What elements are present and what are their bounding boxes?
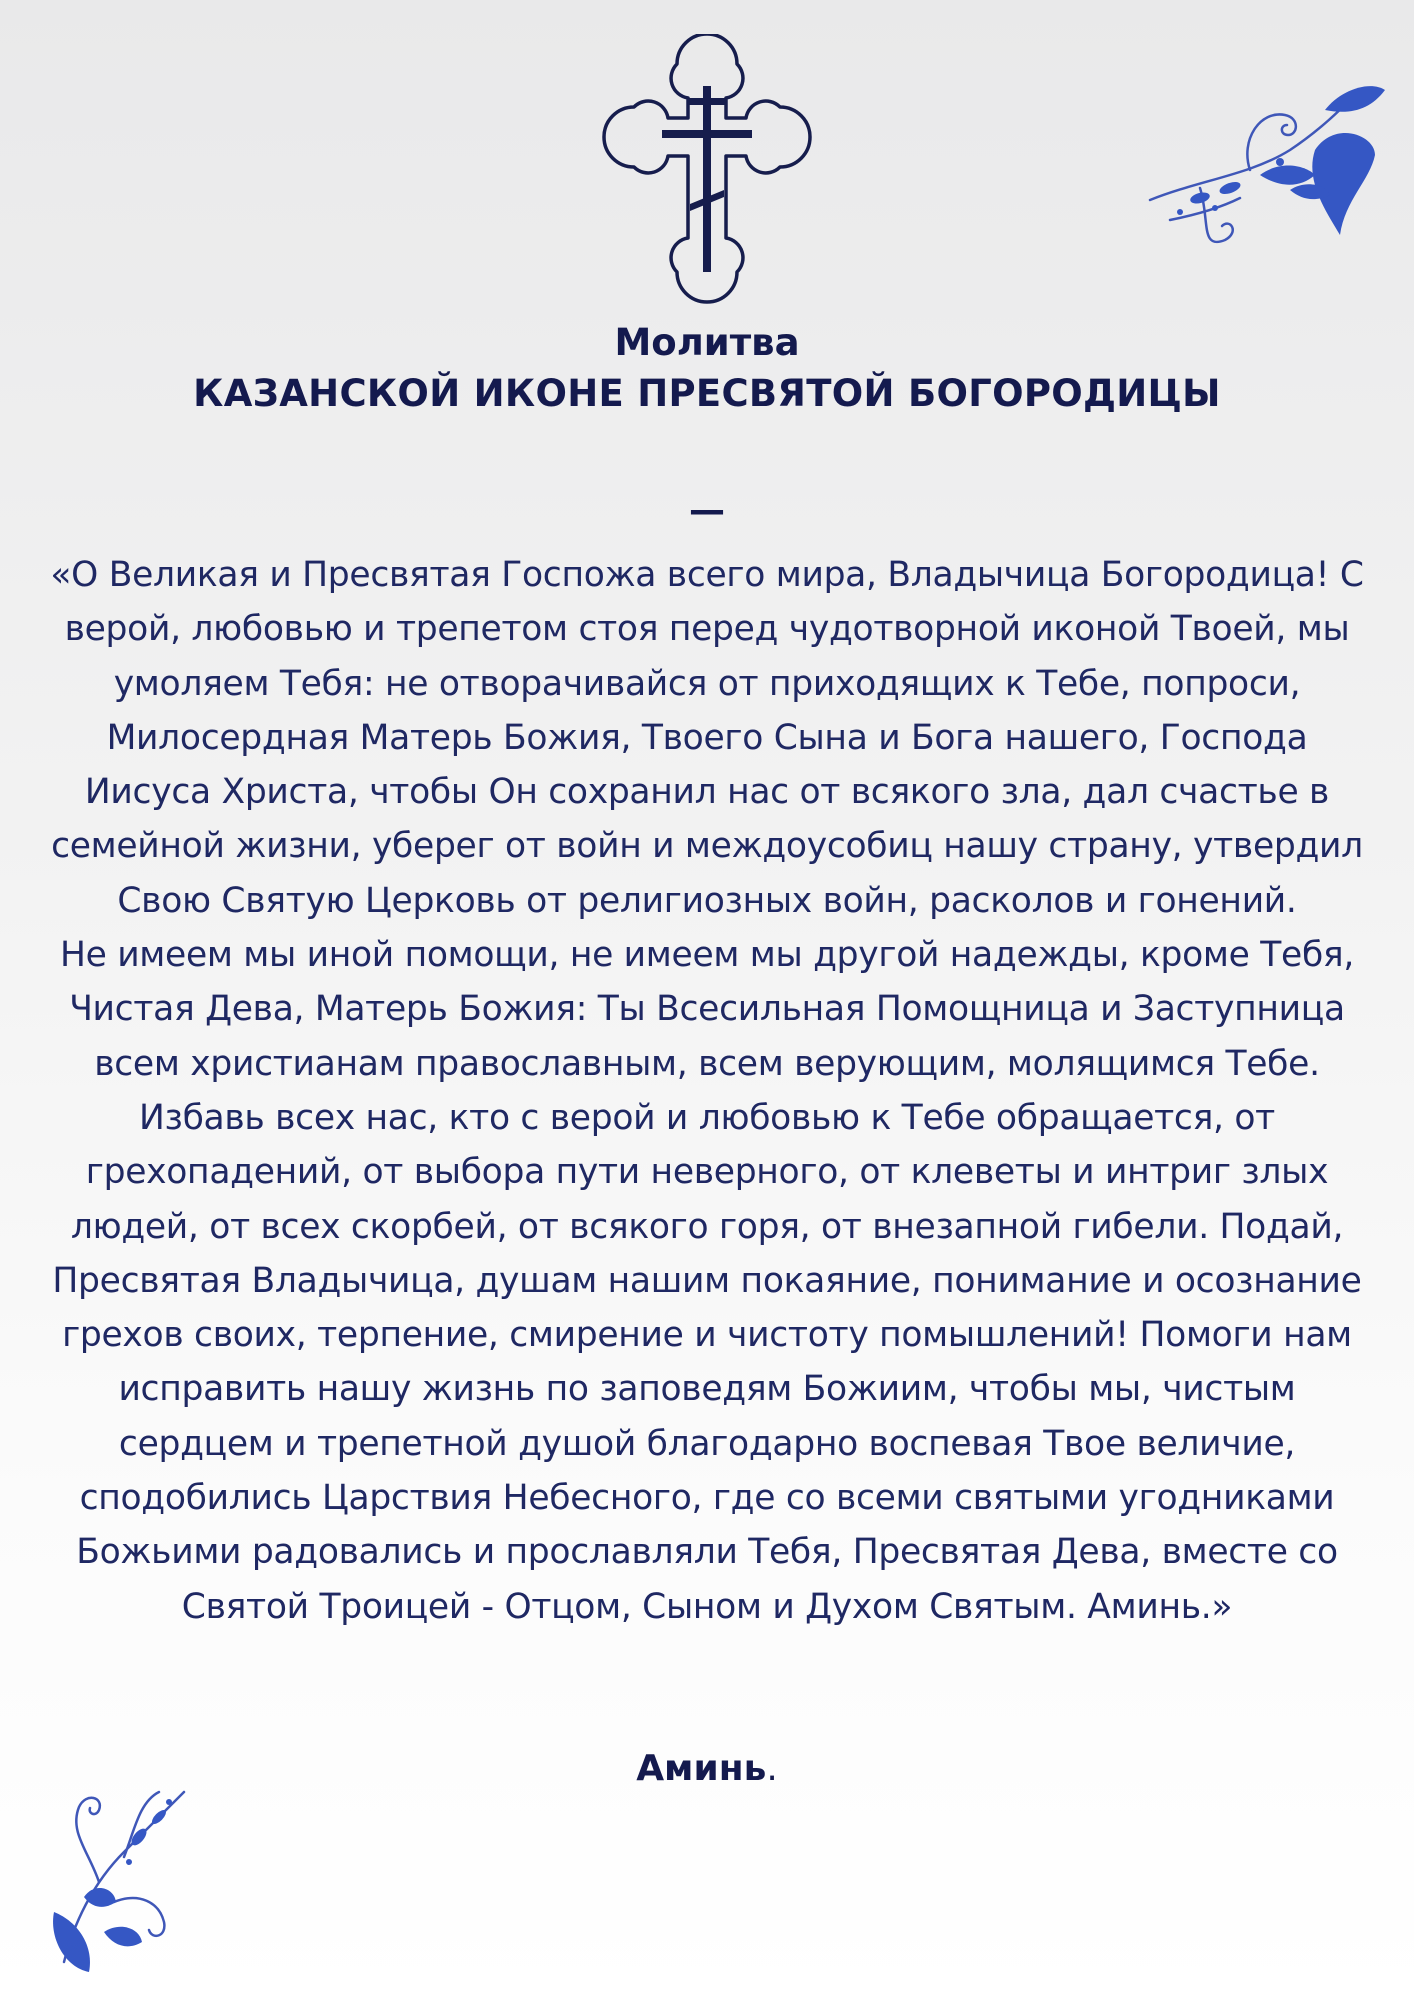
prayer-line: семейной жизни, уберег от войн и междоусобиц нашу страну, утвердил bbox=[51, 826, 1363, 867]
prayer-line: исправить нашу жизнь по заповедям Божиим, чтобы мы, чистым bbox=[118, 1369, 1296, 1410]
prayer-text bbox=[32, 548, 1382, 1634]
closing-word: Аминь bbox=[636, 1748, 767, 1789]
prayer-line: грехов своих, терпение, смирение и чистоту помышлений! Помоги нам bbox=[62, 1315, 1352, 1356]
prayer-line: Божьими радовались и прославляли Тебя, Пресвятая Дева, вместе со bbox=[76, 1532, 1338, 1573]
prayer-line: Святой Троицей - Отцом, Сыном и Духом Святым. Аминь.» bbox=[181, 1586, 1233, 1627]
prayer-line: Чистая Дева, Матерь Божия: Ты Всесильная Помощница и Заступница bbox=[69, 989, 1345, 1030]
blue-leaf-ornament-icon bbox=[1140, 80, 1390, 260]
title-line-prayer: Молитва bbox=[614, 321, 800, 364]
prayer-line: всем христианам православным, всем верующим, молящимся Тебе. bbox=[94, 1043, 1320, 1084]
prayer-line: Пресвятая Владычица, душам нашим покаяние, понимание и осознание bbox=[52, 1260, 1362, 1301]
prayer-line: людей, от всех скорбей, от всякого горя, от внезапной гибели. Подай, bbox=[70, 1206, 1344, 1247]
page-title bbox=[0, 318, 1414, 420]
prayer-line: Избавь всех нас, кто с верой и любовью к Тебе обращается, от bbox=[139, 1097, 1275, 1138]
prayer-line: «О Великая и Пресвятая Госпожа всего мира, Владычица Богородица! С bbox=[50, 555, 1364, 595]
prayer-line: Милосердная Матерь Божия, Твоего Сына и Бога нашего, Господа bbox=[106, 717, 1308, 758]
title-line-icon-name: КАЗАНСКОЙ ИКОНЕ ПРЕСВЯТОЙ БОГОРОДИЦЫ bbox=[193, 372, 1221, 415]
prayer-line: верой, любовью и трепетом стоя перед чудотворной иконой Твоей, мы bbox=[64, 609, 1350, 650]
prayer-line: Свою Святую Церковь от религиозных войн, расколов и гонений. bbox=[117, 880, 1297, 921]
prayer-line: Иисуса Христа, чтобы Он сохранил нас от всякого зла, дал счастье в bbox=[84, 772, 1330, 813]
orthodox-cross-icon bbox=[598, 34, 816, 304]
prayer-line: Не имеем мы иной помощи, не имеем мы другой надежды, кроме Тебя, bbox=[59, 935, 1355, 976]
separator-dash: — bbox=[689, 490, 725, 531]
prayer-line: сердцем и трепетной душой благодарно воспевая Твое величие, bbox=[118, 1423, 1296, 1464]
blue-leaf-ornament-icon bbox=[44, 1762, 204, 1977]
prayer-line: грехопадений, от выбора пути неверного, от клеветы и интриг злых bbox=[85, 1152, 1329, 1193]
prayer-line: умоляем Тебя: не отворачивайся от приходящих к Тебе, попроси, bbox=[113, 663, 1301, 704]
prayer-line: сподобились Царствия Небесного, где со всеми святыми угодниками bbox=[79, 1478, 1335, 1519]
closing-amen bbox=[0, 1748, 1414, 1789]
closing-punct: . bbox=[766, 1748, 778, 1789]
